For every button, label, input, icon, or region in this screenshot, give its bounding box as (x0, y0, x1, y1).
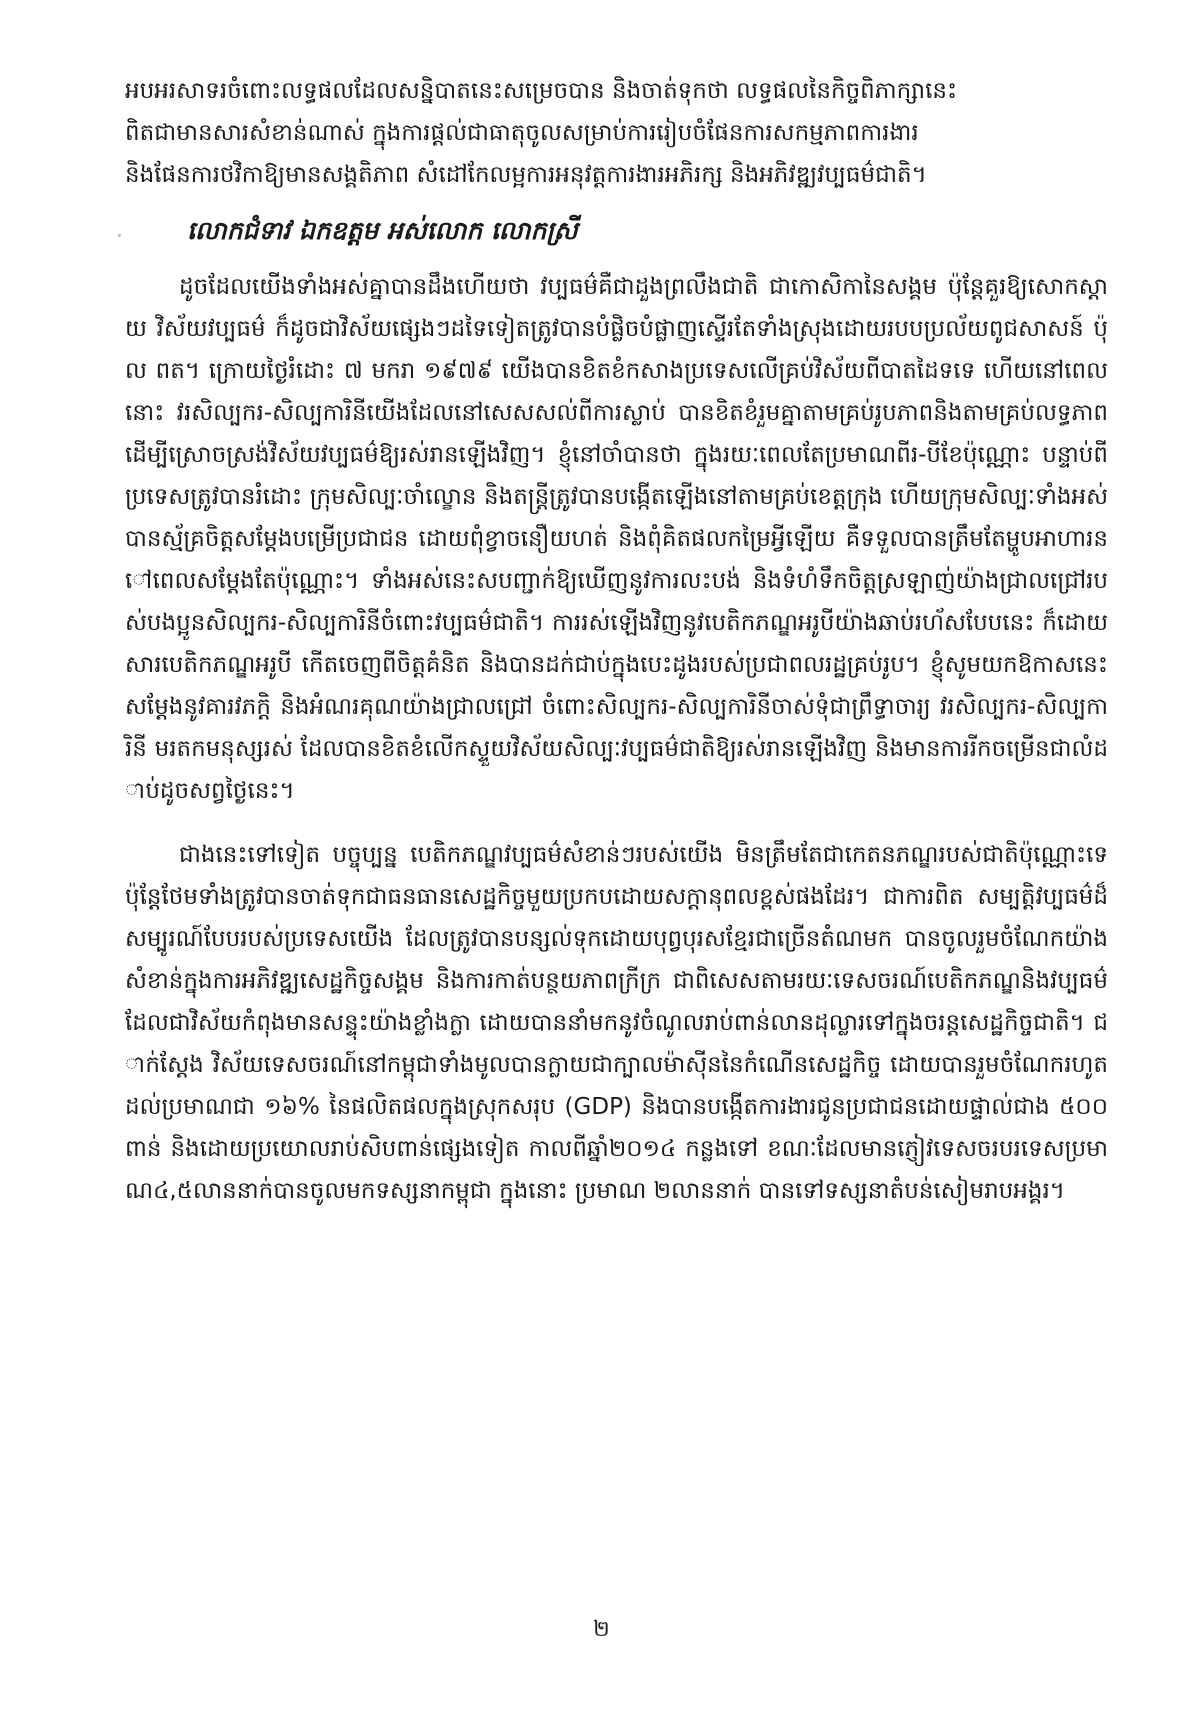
paragraph-2: ដូចដែលយើងទាំងអស់គ្នាបានដឹងហើយថា វប្បធម៌គឺជាដួងព្រលឹងជាតិ ជាកោសិកានៃសង្គម ប៉ុន្តែគួរឱ្យសោកស្តាយ វិស័យវប្បធម៌ ក៏ដូចជាវិស័យផ្សេងៗដទៃទៀតត្រូវបានបំផ្លិចបំផ្លាញស្ទើរតែទាំងស្រុងដោយរបបប្រល័យពូជសាសន៍ ប៉ុល ពត។ ក្រោយថ្ងៃរំដោះ ៧ មករា ១៩៧៩ យើងបានខិតខំកសាងប្រទេសលើគ្រប់វិស័យពីបាតដៃទទេ ហើយនៅពេលនោះ វរសិល្បករ-សិល្បការិនីយើងដែលនៅសេសសល់ពីការស្លាប់ បានខិតខំរួមគ្នាតាមគ្រប់រូបភាពនិងតាមគ្រប់លទ្ធភាព ដើម្បីស្រោចស្រង់វិស័យវប្បធម៌ឱ្យរស់រានឡើងវិញ។ ខ្ញុំនៅចាំបានថា ក្នុងរយៈពេលតែប្រមាណពីរ-បីខែប៉ុណ្ណោះ បន្ទាប់ពីប្រទេសត្រូវបានរំដោះ ក្រុមសិល្បៈចាំល្ខោន និងតន្ត្រីត្រូវបានបង្កើតឡើងនៅតាមគ្រប់ខេត្តក្រុង ហើយក្រុមសិល្បៈទាំងអស់បានស្ម័គ្រចិត្តសម្តែងបម្រើប្រជាជន ដោយពុំខ្វាចនឿយហត់ និងពុំគិតផលកម្រៃអ្វីឡើយ គឺទទួលបានត្រឹមតែម្ហូបអាហារនៅពេលសម្តែងតែប៉ុណ្ណោះ។ ទាំងអស់នេះសបញ្ជាក់ឱ្យឃើញនូវការលះបង់ និងទំហំទឹកចិត្តស្រឡាញ់យ៉ាងជ្រាលជ្រៅរបស់បងប្អូនសិល្បករ-សិល្បការិនីចំពោះវប្បធម៌ជាតិ។ ការរស់ឡើងវិញនូវបេតិកភណ្ឌអរូបីយ៉ាងឆាប់រហ័សបែបនេះ ក៏ដោយសារបេតិកភណ្ឌអរូបី កើតចេញពីចិត្តគំនិត និងបានដក់ជាប់ក្នុងបេះដូងរបស់ប្រជាពលរដ្ឋគ្រប់រូប។ ខ្ញុំសូមយកឱកាសនេះ សម្តែងនូវគារវភក្តិ និងអំណរគុណយ៉ាងជ្រាលជ្រៅ ចំពោះសិល្បករ-សិល្បការិនីចាស់ទុំជាព្រឹទ្ធាចារ្យ វរសិល្បករ-សិល្បការិនី មរតកមនុស្សរស់ ដែលបានខិតខំលើកស្ទួយវិស័យសិល្បៈវប្បធម៌ជាតិឱ្យរស់រានឡើងវិញ និងមានការរីកចម្រើនជាលំដាប់ដូចសព្វថ្ងៃនេះ។ (125, 274, 1108, 804)
page-number: ២ (593, 1617, 610, 1642)
paragraph-1-line-1: អបអរសាទរចំពោះលទ្ធផលដែលសន្និបាតនេះសម្រេចបាន និងចាត់ទុកថា លទ្ធផលនៃកិច្ចពិភាក្សានេះ (125, 78, 958, 104)
paragraph-1-line-3: និងផែនការថវិកាឱ្យមានសង្គតិភាព សំដៅកែលម្អការអនុវត្តការងារអភិរក្ស និងអភិវឌ្ឍវប្បធម៌ជាតិ។ (125, 162, 927, 188)
salutation-heading: លោកជំទាវ ឯកឧត្តម អស់លោក លោកស្រី (187, 216, 578, 245)
scan-speck (118, 234, 121, 237)
paragraph-1-line-2: ពិតជាមានសារសំខាន់ណាស់ ក្នុងការផ្តល់ជាធាតុចូលសម្រាប់ការរៀបចំផែនការសកម្មភាពការងារ (125, 120, 919, 146)
paragraph-1 (125, 70, 1108, 196)
paragraph-3: ជាងនេះទៅទៀត បច្ចុប្បន្ន បេតិកភណ្ឌវប្បធម៌សំខាន់ៗរបស់យើង មិនត្រឹមតែជាកេតនភណ្ឌរបស់ជាតិប៉ុណ្ណោះទេ ប៉ុន្តែថែមទាំងត្រូវបានចាត់ទុកជាធនធានសេដ្ឋកិច្ចមួយប្រកបដោយសក្តានុពលខ្ពស់ផងដែរ។ ជាការពិត សម្បត្តិវប្បធម៌ដ៏សម្បូរណ៍បែបរបស់ប្រទេសយើង ដែលត្រូវបានបន្សល់ទុកដោយបុព្វបុរសខ្មែរជាច្រើនតំណមក បានចូលរួមចំណែកយ៉ាងសំខាន់ក្នុងការអភិវឌ្ឍសេដ្ឋកិច្ចសង្គម និងការកាត់បន្ថយភាពក្រីក្រ ជាពិសេសតាមរយៈទេសចរណ៍បេតិកភណ្ឌនិងវប្បធម៌ដែលជាវិស័យកំពុងមានសន្ទុះយ៉ាងខ្លាំងក្លា ដោយបាននាំមកនូវចំណូលរាប់ពាន់លានដុល្លារទៅក្នុងចរន្តសេដ្ឋកិច្ចជាតិ។ ជាក់ស្តែង វិស័យទេសចរណ៍នៅកម្ពុជាទាំងមូលបានក្លាយជាក្បាលម៉ាស៊ីននៃកំណើនសេដ្ឋកិច្ច ដោយបានរួមចំណែករហូតដល់ប្រមាណជា ១៦% នៃផលិតផលក្នុងស្រុកសរុប (GDP) និងបានបង្កើតការងារជូនប្រជាជនដោយផ្ទាល់ជាង ៥០០ពាន់ និងដោយប្រយោលរាប់សិបពាន់ផ្សេងទៀត កាលពីឆ្នាំ២០១៤ កន្លងទៅ ខណៈដែលមានភ្ញៀវទេសចរបរទេសប្រមាណ៤,៥លាននាក់បានចូលមកទស្សនាកម្ពុជា ក្នុងនោះ ប្រមាណ ២លាននាក់ បានទៅទស្សនាតំបន់សៀមរាបអង្គរ។ (125, 842, 1108, 1204)
